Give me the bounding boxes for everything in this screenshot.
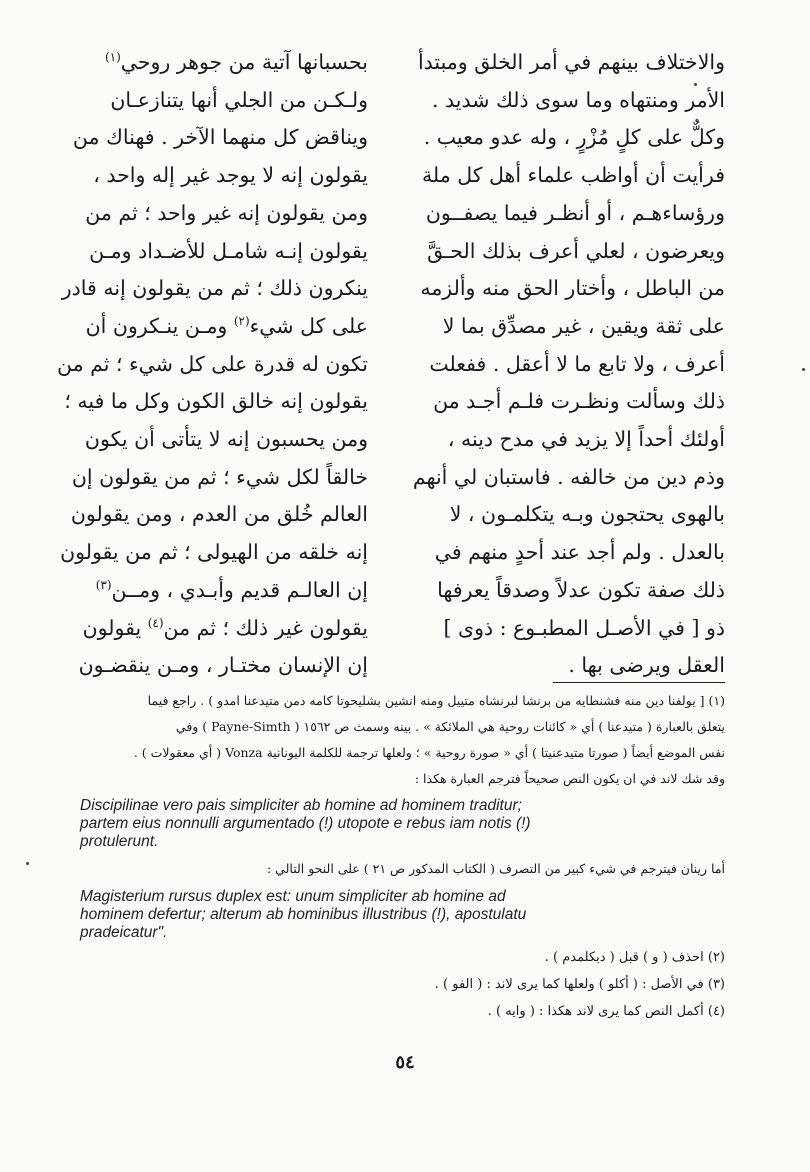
text-line — [46, 44, 368, 82]
text-line: من الباطل ، وأختار الحق منه وألزمه — [420, 276, 725, 301]
latin-quote-renan — [80, 888, 720, 942]
text-run: إن العالـم قديم وأبـدي ، ومــن — [111, 577, 368, 602]
footnote-1-line-2: يتعلق بالعبارة ( متيدعنا ) أي « كائنات روحية هي الملائكة » . بينه وسمث ص ١٥٦٢ ( Payne-Simth ) وفي — [175, 719, 725, 734]
footnote-renan-intro: أما رينان فيترجم في شيء كبير من التصرف ( الكتاب المذكور ص ٢١ ) على النحو التالي : — [266, 861, 725, 876]
text-run: ولـكـن من الجلي أنها يتنازعـان — [110, 87, 368, 112]
text-line — [46, 459, 368, 497]
text-line: ذلك صفة تكون عدلاً وصدقاً يعرفها — [437, 577, 725, 602]
text-line: أولئك أحداً إلا يزيد في مدح دينه ، — [447, 427, 725, 452]
text-run: تكون له قدرة على كل شيء ؛ ثم من — [57, 351, 368, 376]
text-line: الأمر ومنتهاه وما سوى ذلك شديد . — [432, 87, 725, 112]
text-line: ذلك وسألت ونظـرت فلـم أجـد من — [433, 389, 725, 414]
footnote-1-line-3: نفس الموضع أيضاً ( صورتا متيدعنيتا ) أي « صورة روحية » ؛ ولعلها ترجمة للكلمة اليونانية Vonza ( أي معقولات ) . — [133, 745, 725, 760]
scan-speck — [26, 862, 29, 865]
text-line — [46, 534, 368, 572]
footnote-marker: (١) — [104, 50, 121, 65]
text-line: أعرف ، ولا تابع ما لا أعقل . ففعلت — [429, 351, 725, 376]
text-line: على ثقة ويقين ، غير مصدِّق بما لا — [442, 313, 725, 338]
text-line — [46, 346, 368, 384]
text-line: بالعدل . ولم أجد عند أحدٍ منهم في — [434, 540, 725, 565]
footnote-marker: (٤) — [147, 615, 164, 630]
footnote-4: (٤) أكمل النص كما يرى لاند هكذا : ( وايه ) . — [487, 1004, 725, 1019]
text-line: وكلٌّ على كلٍ مُزْرٍ ، وله عدو معيب . — [423, 125, 725, 150]
footnote-marker: (٣) — [95, 578, 112, 593]
latin-line: pradeicatur". — [80, 924, 168, 941]
text-run: إن الإنسان مختـار ، ومـن ينقضـون — [78, 653, 368, 678]
text-run: يقولون إنـه شامـل للأضـداد ومـن — [89, 238, 368, 263]
text-line: العقل ويرضى بها . — [568, 653, 725, 678]
text-run: ومـن ينـكرون أن — [85, 313, 234, 338]
latin-line: Magisterium rursus duplex est: unum simpliciter ab homine ad — [80, 888, 506, 905]
text-line — [46, 647, 368, 685]
text-line — [46, 572, 368, 610]
text-run: ويناقض كل منهما الآخر . فهناك من — [72, 125, 368, 150]
text-line — [46, 82, 368, 120]
footnote-2: (٢) احذف ( و ) قبل ( دبكلمدم ) . — [544, 950, 725, 965]
text-run: ومن يقولون إنه غير واحد ؛ ثم من — [85, 200, 368, 225]
text-line — [46, 308, 368, 346]
latin-line: protulerunt. — [80, 833, 159, 850]
text-line: ويعرضون ، لعلي أعرف بذلك الحـقَّ — [427, 238, 725, 263]
page-number: ٥٤ — [395, 1052, 415, 1073]
text-line — [46, 157, 368, 195]
text-line: بالهوى يحتجون وبـه يتكلمـون ، لا — [449, 502, 725, 527]
footnote-3: (٣) في الأصل : ( أكلو ) ولعلها كما يرى لاند : ( الفو ) . — [434, 977, 725, 992]
text-run: ومن يحسبون إنه لا يتأتى أن يكون — [84, 427, 368, 452]
text-line — [46, 610, 368, 648]
text-line: وذم دين من خالفه . فاستبان لي أنهم — [412, 464, 725, 489]
text-run: على كل شيء — [249, 313, 368, 338]
latin-line: partem eius nonnulli argumentado (!) utopote e rebus iam notis (!) — [80, 815, 531, 832]
latin-quote-land — [80, 797, 720, 851]
footnote-1-line-1: (١) [ يولفنا دين منه فشنطايه من برنشا لبرنشاه متييل ومنه انشين بشليحوتا كامه دمن متيدعنا امدو ) . راجع فيما — [147, 693, 725, 708]
text-run: يقولون إنه لا يوجد غير إله واحد ، — [93, 163, 368, 188]
latin-line: hominem defertur; alterum ab hominibus illustribus (!), apostulatu — [80, 906, 527, 923]
scan-speck — [802, 368, 805, 371]
text-line: ذو [ في الأصـل المطبـوع : ذوى ] — [443, 615, 725, 640]
text-run: يقولون غير ذلك ؛ ثم من — [163, 615, 368, 640]
text-line — [46, 195, 368, 233]
text-run: العالم خُلق من العدم ، ومن يقولون — [70, 502, 368, 527]
text-line — [46, 496, 368, 534]
footnote-marker: (٢) — [233, 314, 250, 329]
text-run: ينكرون ذلك ؛ ثم من يقولون إنه قادر — [61, 276, 368, 301]
text-line: فرأيت أن أواظب علماء أهل كل ملة — [421, 163, 725, 188]
left-column — [46, 44, 368, 685]
text-line: والاختلاف بينهم في أمر الخلق ومبتدأ — [417, 50, 725, 74]
text-run: خالقاً لكل شيء ؛ ثم من يقولون إن — [71, 464, 368, 489]
text-run: بحسبانها آتية من جوهر روحي — [120, 50, 368, 74]
text-line: ورؤساءهـم ، أو أنظـر فيما يصفــون — [425, 200, 725, 225]
footnote-separator — [553, 682, 725, 683]
right-column — [400, 44, 725, 685]
text-run: يقولون — [82, 615, 148, 640]
text-line — [46, 233, 368, 271]
text-run: إنه خلقه من الهيولى ؛ ثم من يقولون — [60, 540, 368, 565]
text-line — [46, 383, 368, 421]
latin-line: Discipilinae vero pais simpliciter ab homine ad hominem traditur; — [80, 797, 522, 814]
scan-speck — [694, 83, 697, 86]
text-line — [46, 270, 368, 308]
footnote-1-line-4: وقد شك لاند في ان يكون النص صحيحاً فترجم العبارة هكذا : — [414, 771, 725, 786]
text-run: يقولون إنه خالق الكون وكل ما فيه ؛ — [64, 389, 368, 414]
text-line — [46, 119, 368, 157]
text-line — [46, 421, 368, 459]
